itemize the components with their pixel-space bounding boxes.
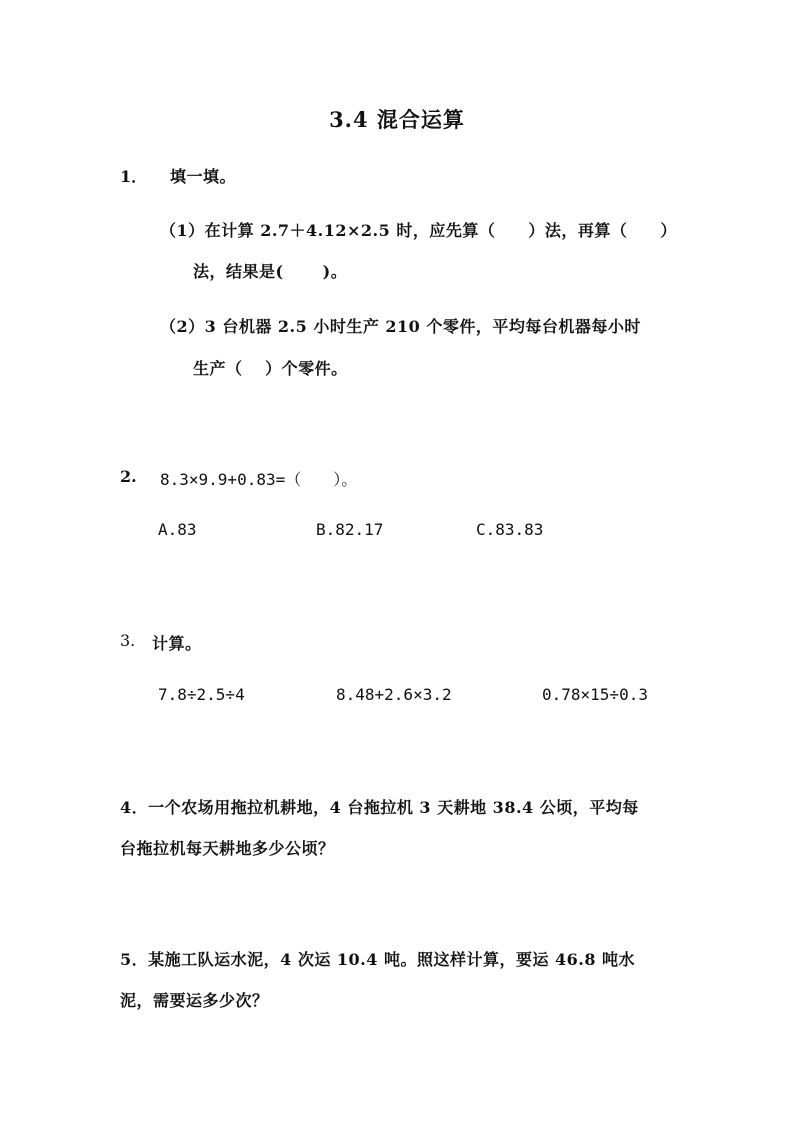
q2-number: 2. (120, 467, 137, 486)
q1-sub2-line2: 生产（ ）个零件。 (193, 359, 348, 378)
q3-prompt: 计算。 (152, 634, 202, 653)
q4-line1: 4．一个农场用拖拉机耕地，4 台拖拉机 3 天耕地 38.4 公顷，平均每 (120, 798, 639, 817)
q2-option-b: B.82.17 (316, 520, 384, 539)
q1-sub2-line1: （2）3 台机器 2.5 小时生产 210 个零件，平均每台机器每小时 (160, 317, 641, 336)
q4-line2: 台拖拉机每天耕地多少公顷？ (120, 839, 335, 858)
page-title: 3.4 混合运算 (329, 107, 465, 132)
q2-prompt: 8.3×9.9+0.83=（ ）。 (160, 470, 358, 489)
q1-sub1-line2: 法，结果是( )。 (193, 262, 348, 281)
q5-line1: 5．某施工队运水泥，4 次运 10.4 吨。照这样计算，要运 46.8 吨水 (120, 950, 636, 969)
q1-sub1-line1: （1）在计算 2.7＋4.12×2.5 时，应先算（ ）法，再算（ ） (160, 221, 677, 240)
q1-number: 1． (120, 167, 148, 186)
q1-prompt: 填一填。 (170, 167, 237, 186)
q3-item-2: 8.48+2.6×3.2 (336, 685, 452, 704)
q3-item-1: 7.8÷2.5÷4 (158, 685, 245, 704)
q2-option-c: C.83.83 (476, 520, 544, 539)
q3-item-3: 0.78×15÷0.3 (542, 685, 648, 704)
q2-option-a: A.83 (158, 520, 197, 539)
q3-number: 3. (120, 631, 136, 650)
q5-line2: 泥，需要运多少次？ (120, 991, 269, 1010)
